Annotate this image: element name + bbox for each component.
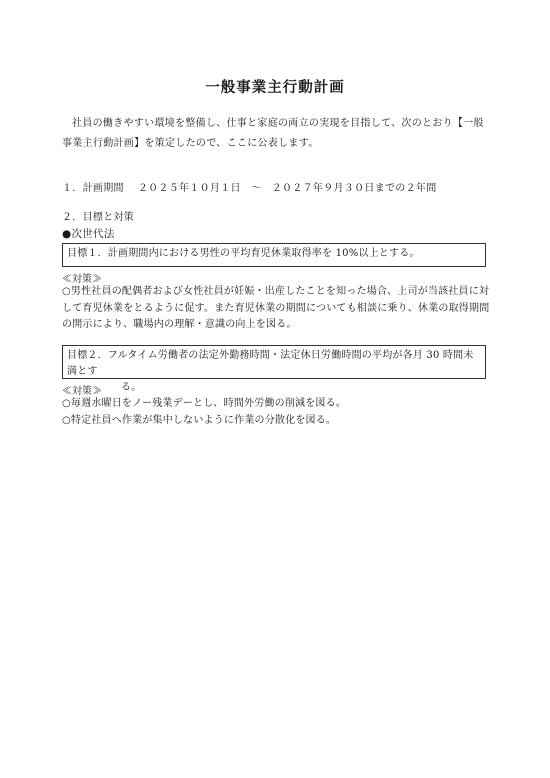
plan-period-label: １．計画期間 [62, 183, 124, 194]
goal-2-text-line-2: る。 [121, 382, 142, 393]
measure-3: ○特定社員へ作業が集中しないように作業の分散化を図る。 [62, 415, 337, 426]
goal-1-box [62, 243, 486, 267]
measure-1: ○男性社員の配偶者および女性社員が妊娠・出産したことを知った場合、上司が当該社員に対して育児休業をとるように促す。また育児休業の期間についても相談に乗り、休業の取得期間の開示により、職場内の理解・意識の向上を図る。 [62, 286, 490, 330]
plan-period-dates: ２０２５年１０月１日 ～ ２０２７年９月３０日までの２年間 [137, 183, 437, 194]
measures-label-1: ≪対策≫ [62, 274, 102, 285]
goal-2-text-line-1: 目標２．フルタイム労働者の法定外勤務時間・法定休日労働時間の平均が各月 30 時間未満とす [67, 350, 474, 377]
plan-period [62, 179, 437, 194]
goals-heading: ２．目標と対策 [62, 212, 135, 223]
measures-label-2: ≪対策≫ [62, 386, 102, 397]
goal-1-text: 目標１．計画期間内における男性の平均育児休業取得率を 10%以上とする。 [67, 248, 420, 259]
category-heading: ●次世代法 [62, 228, 115, 240]
document-title: 一般事業主行動計画 [205, 79, 345, 96]
measure-2: ○毎週水曜日をノー残業デーとし、時間外労働の削減を図る。 [62, 398, 347, 409]
intro-paragraph: 社員の働きやすい環境を整備し、仕事と家庭の両立の実現を目指して、次のとおり【一般事業主行動計画】を策定したので、ここに公表します。 [62, 118, 484, 149]
